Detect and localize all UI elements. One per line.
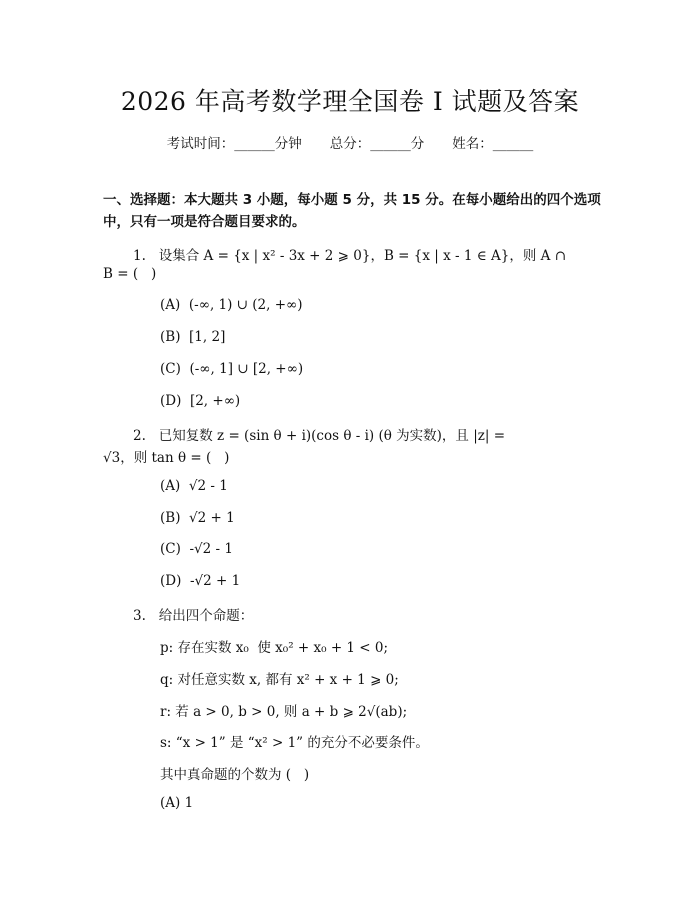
question-2-text-cont: √3，则 tan θ = ( ): [103, 450, 230, 466]
question-2-text: 2. 已知复数 z = (sin θ + i)(cos θ - i) (θ 为实数)，且 |z| =: [133, 428, 506, 444]
proposition-p: p: 存在实数 x₀ 使 x₀² + x₀ + 1 < 0;: [160, 640, 389, 656]
question-2-option-a: (A) √2 - 1: [160, 478, 228, 494]
exam-time-field: 考试时间：______分钟: [166, 136, 302, 152]
question-1-option-d: (D) [2, +∞): [160, 393, 241, 409]
student-name-field: 姓名：______: [452, 136, 534, 152]
section-heading: 一、选择题：本大题共 3 小题，每小题 5 分，共 15 分。在每小题给出的四个选项中，只有一项是符合题目要求的。: [103, 192, 601, 230]
proposition-r: r: 若 a > 0, b > 0, 则 a + b ⩾ 2√(ab);: [160, 704, 408, 720]
question-3-text: 3. 给出四个命题：: [133, 608, 254, 624]
question-1-text: 1. 设集合 A = {x | x² - 3x + 2 ⩾ 0}，B = {x | x - 1 ∈ A}，则 A ∩: [133, 248, 567, 264]
total-score-field: 总分：______分: [329, 136, 425, 152]
question-1-option-b: (B) [1, 2]: [160, 329, 226, 345]
question-2-option-d: (D) -√2 + 1: [160, 573, 241, 589]
exam-meta: [0, 132, 700, 152]
question-2-option-b: (B) √2 + 1: [160, 510, 235, 526]
question-1-option-a: (A) (-∞, 1) ∪ (2, +∞): [160, 297, 303, 313]
proposition-s: s: “x > 1” 是 “x² > 1” 的充分不必要条件。: [160, 735, 429, 751]
question-3-ask: 其中真命题的个数为 ( ): [160, 767, 310, 783]
proposition-q: q: 对任意实数 x, 都有 x² + x + 1 ⩾ 0;: [160, 672, 399, 688]
question-1-text-cont: B = ( ): [103, 266, 157, 282]
question-3-option-a: (A) 1: [160, 795, 194, 811]
question-2-option-c: (C) -√2 - 1: [160, 541, 233, 557]
question-1-option-c: (C) (-∞, 1] ∪ [2, +∞): [160, 361, 304, 377]
exam-title: 2026 年高考数学理全国卷 I 试题及答案: [120, 87, 580, 116]
